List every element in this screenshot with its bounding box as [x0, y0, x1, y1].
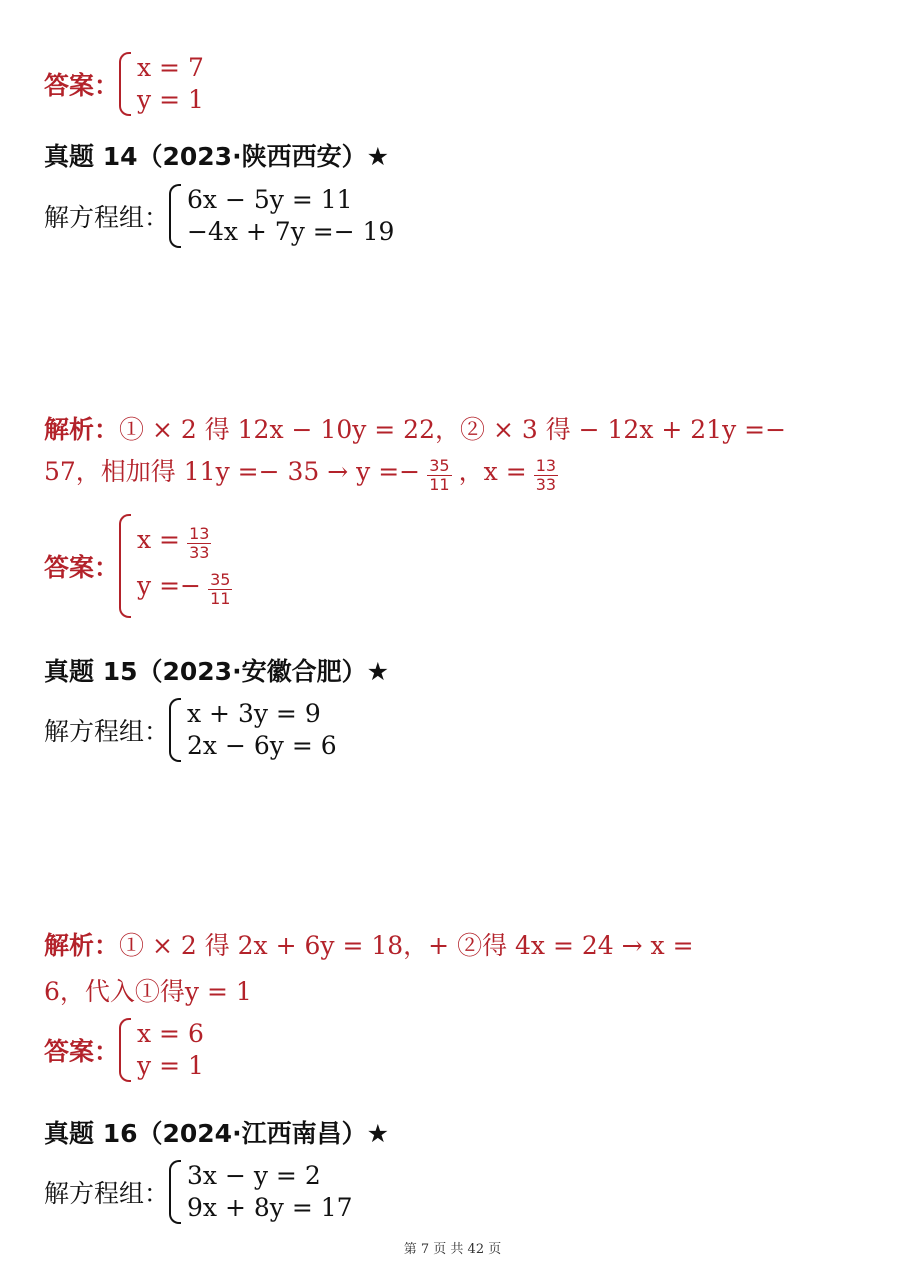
solution-line-1: 解析：① × 2 得 2x + 6y = 18，+ ②得 4x = 24 → x =: [44, 931, 694, 960]
prompt-label: 解方程组：: [44, 203, 170, 232]
fraction: $\frac{35}{11}$: [429, 456, 450, 494]
solution-label: 解析：: [44, 415, 120, 444]
prompt-label: 解方程组：: [44, 1179, 170, 1208]
question-equations-15: [44, 698, 337, 762]
question-title-16: 真题 16（2024·江西南昌）★: [44, 1119, 389, 1148]
equation-1: x + 3y = 9: [187, 699, 321, 728]
brace-icon: [169, 184, 181, 248]
page-number: 第 7 页 共 42 页: [403, 1242, 502, 1257]
question-equations-16: [44, 1160, 353, 1224]
answer-label: 答案：: [44, 71, 120, 100]
brace-icon: [169, 1160, 181, 1224]
answer-x: x = 6: [137, 1019, 204, 1048]
equation-2: 9x + 8y = 17: [187, 1193, 353, 1222]
question-title-15: 真题 15（2023·安徽合肥）★: [44, 657, 389, 686]
solution-line-2: 57，相加得 11y =− 35 → y =− $\frac{35}{11}$ ，x = $\frac{13}{33}$: [44, 456, 557, 494]
answer-y: y = 1: [137, 1051, 204, 1080]
brace-icon: [119, 514, 131, 618]
fraction: $\frac{13}{33}$: [189, 524, 210, 562]
answer-block-13: [44, 52, 204, 116]
equation-1: 3x − y = 2: [187, 1161, 321, 1190]
answer-x: x = 7: [137, 53, 204, 82]
equation-2: 2x − 6y = 6: [187, 731, 337, 760]
answer-label: 答案：: [44, 553, 120, 582]
answer-label: 答案：: [44, 1037, 120, 1066]
solution-line-2: 6，代入①得y = 1: [44, 977, 252, 1006]
solution-label: 解析：: [44, 931, 120, 960]
brace-icon: [119, 52, 131, 116]
brace-icon: [119, 1018, 131, 1082]
prompt-label: 解方程组：: [44, 717, 170, 746]
fraction: $\frac{13}{33}$: [535, 456, 557, 494]
question-title-14: 真题 14（2023·陕西西安）★: [44, 142, 389, 171]
question-equations-14: [44, 184, 394, 248]
brace-icon: [169, 698, 181, 762]
answer-y: y = 1: [137, 85, 204, 114]
fraction: $\frac{35}{11}$: [210, 570, 231, 608]
answer-block-14: 答案： x = $\frac{13}{33}$ y =− $\frac{35}{11}$: [44, 514, 234, 618]
answer-block-15: [44, 1018, 204, 1082]
equation-1: 6x − 5y = 11: [187, 185, 353, 214]
solution-line-1: 解析：① × 2 得 12x − 10y = 22，② × 3 得 − 12x + 21y =−: [44, 415, 787, 444]
equation-2: −4x + 7y =− 19: [187, 217, 395, 246]
